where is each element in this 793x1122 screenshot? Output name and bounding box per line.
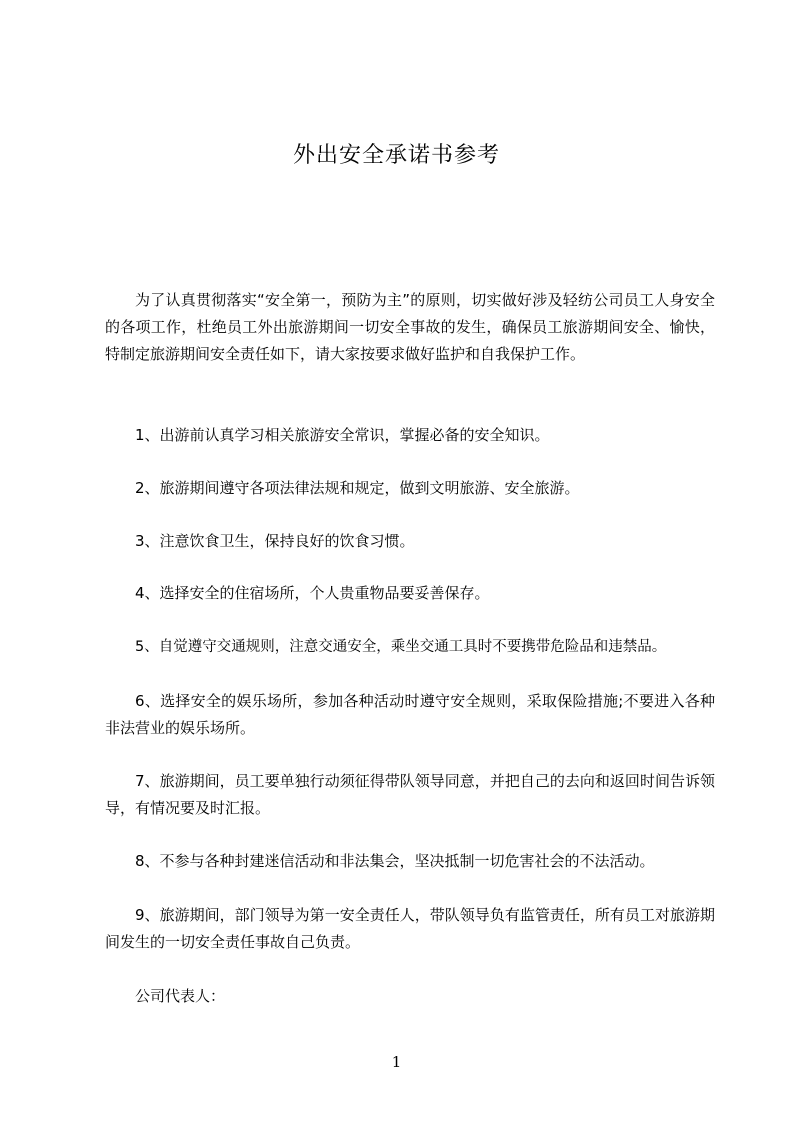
clause-1: 1、出游前认真学习相关旅游安全常识，掌握必备的安全知识。: [135, 426, 550, 444]
clause-3: 3、注意饮食卫生，保持良好的饮食习惯。: [135, 532, 415, 550]
clause-8: 8、不参与各种封建迷信活动和非法集会，坚决抵制一切危害社会的不法活动。: [135, 852, 655, 870]
clause-5: 5、自觉遵守交通规则，注意交通安全，乘坐交通工具时不要携带危险品和违禁品。: [135, 639, 667, 655]
intro-paragraph: 为了认真贯彻落实“安全第一，预防为主”的原则，切实做好涉及轻纺公司员工人身安全的各项工作，杜绝员工外出旅游期间一切安全事故的发生，确保员工旅游期间安全、愉快，特制定旅游期间安全责任如下，请大家按要求做好监护和自我保护工作。: [105, 291, 715, 363]
clause-9: 9、旅游期间，部门领导为第一安全责任人，带队领导负有监管责任，所有员工对旅游期间发生的一切安全责任事故自己负责。: [105, 906, 715, 951]
clause-2: 2、旅游期间遵守各项法律法规和规定，做到文明旅游、安全旅游。: [135, 479, 580, 497]
clause-7: 7、旅游期间，员工要单独行动须征得带队领导同意，并把自己的去向和返回时间告诉领导，有情况要及时汇报。: [105, 772, 715, 817]
clause-4: 4、选择安全的住宿场所，个人贵重物品要妥善保存。: [135, 584, 490, 602]
page-number: 1: [391, 1053, 402, 1071]
clause-6: 6、选择安全的娱乐场所，参加各种活动时遵守安全规则，采取保险措施;不要进入各种非法营业的娱乐场所。: [105, 692, 715, 737]
page-title: 外出安全承诺书参考: [292, 143, 500, 168]
signature-label: 公司代表人：: [135, 987, 226, 1005]
